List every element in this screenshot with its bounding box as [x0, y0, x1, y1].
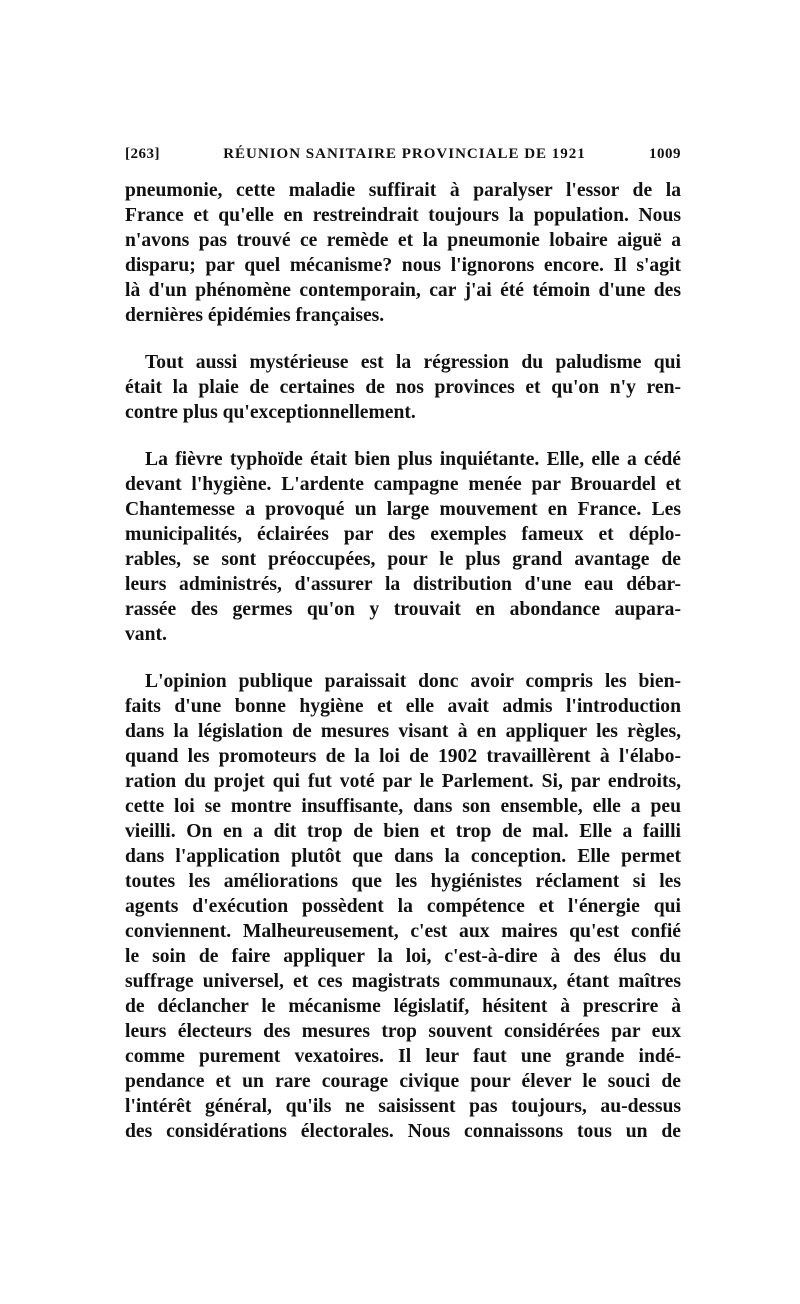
text-line: l'intérêt général, qu'ils ne saisissent pas toujours, au-dessus: [125, 1096, 681, 1117]
paragraph-1: [125, 178, 681, 328]
paragraph-4: [125, 669, 681, 1144]
text-line: cette loi se montre insuffisante, dans son ensemble, elle a peu: [125, 796, 681, 817]
text-line: de déclancher le mécanisme législatif, hésitent à prescrire à: [125, 996, 681, 1017]
text-line: vieilli. On en a dit trop de bien et trop de mal. Elle a failli: [125, 821, 681, 842]
text-line: L'opinion publique paraissait donc avoir compris les bien-: [145, 671, 681, 692]
text-line: conviennent. Malheureusement, c'est aux maires qu'est confié: [125, 921, 681, 942]
text-line: quand les promoteurs de la loi de 1902 travaillèrent à l'élabo-: [125, 746, 681, 767]
text-line: municipalités, éclairées par des exemples fameux et déplo-: [125, 524, 681, 545]
page-number: 1009: [648, 146, 681, 162]
text-line: leurs administrés, d'assurer la distribution d'une eau débar-: [125, 574, 681, 595]
text-line: rassée des germes qu'on y trouvait en abondance aupara-: [125, 599, 681, 620]
paragraph-3: [125, 447, 681, 647]
text-line: vant.: [125, 624, 167, 645]
text-line: suffrage universel, et ces magistrats communaux, étant maîtres: [125, 971, 681, 992]
running-header: [125, 146, 681, 174]
text-line: toutes les améliorations que les hygiénistes réclament si les: [125, 871, 681, 892]
text-line: dans l'application plutôt que dans la conception. Elle permet: [125, 846, 681, 867]
text-line: faits d'une bonne hygiène et elle avait admis l'introduction: [125, 696, 681, 717]
text-line: n'avons pas trouvé ce remède et la pneumonie lobaire aiguë a: [125, 230, 681, 251]
text-line: agents d'exécution possèdent la compétence et l'énergie qui: [125, 896, 681, 917]
text-line: La fièvre typhoïde était bien plus inquiétante. Elle, elle a cédé: [145, 449, 681, 470]
book-page: [125, 146, 681, 1144]
text-line: pendance et un rare courage civique pour élever le souci de: [125, 1071, 681, 1092]
text-line: devant l'hygiène. L'ardente campagne menée par Brouardel et: [125, 474, 681, 495]
text-line: disparu; par quel mécanisme? nous l'ignorons encore. Il s'agit: [125, 255, 681, 276]
text-line: France et qu'elle en restreindrait toujours la population. Nous: [125, 205, 681, 226]
text-line: contre plus qu'exceptionnellement.: [125, 402, 416, 423]
text-line: pneumonie, cette maladie suffirait à paralyser l'essor de la: [125, 180, 681, 201]
text-line: Chantemesse a provoqué un large mouvement en France. Les: [125, 499, 681, 520]
text-line: dans la législation de mesures visant à en appliquer les règles,: [125, 721, 681, 742]
text-line: Tout aussi mystérieuse est la régression du paludisme qui: [145, 352, 681, 373]
text-line: leurs électeurs des mesures trop souvent considérées par eux: [125, 1021, 681, 1042]
text-line: des considérations électorales. Nous connaissons tous un de: [125, 1121, 681, 1142]
text-line: ration du projet qui fut voté par le Parlement. Si, par endroits,: [125, 771, 681, 792]
text-line: le soin de faire appliquer la loi, c'est-à-dire à des élus du: [125, 946, 681, 967]
running-title: RÉUNION SANITAIRE PROVINCIALE DE 1921: [223, 146, 586, 162]
page-reference: [263]: [125, 146, 160, 162]
text-line: était la plaie de certaines de nos provinces et qu'on n'y ren-: [125, 377, 681, 398]
text-line: rables, se sont préoccupées, pour le plus grand avantage de: [125, 549, 681, 570]
paragraph-2: [125, 350, 681, 425]
text-line: dernières épidémies françaises.: [125, 305, 385, 326]
text-line: là d'un phénomène contemporain, car j'ai été témoin d'une des: [125, 280, 681, 301]
text-line: comme purement vexatoires. Il leur faut une grande indé-: [125, 1046, 681, 1067]
